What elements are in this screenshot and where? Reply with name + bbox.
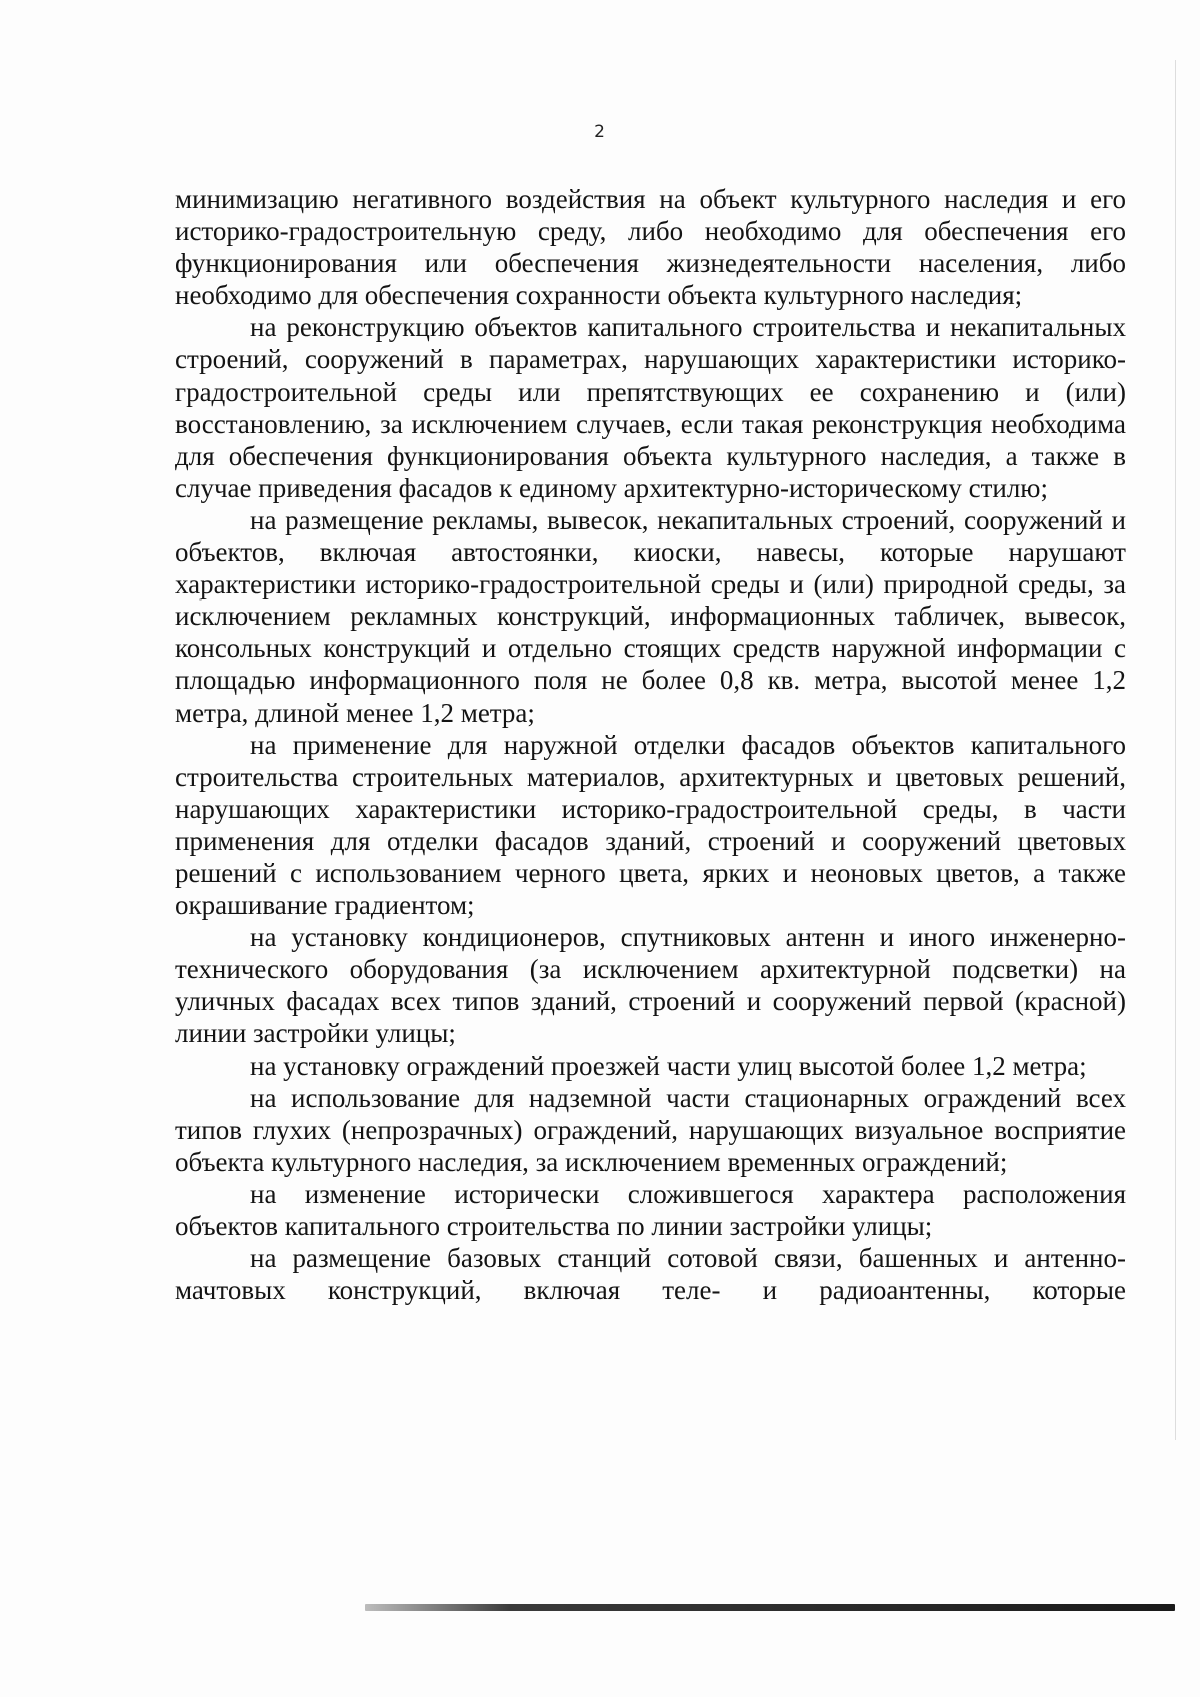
paragraph-5: на установку кондиционеров, спутниковых антенн и иного инженерно-технического оборудования (за исключением архитектурной подсветки) на уличных фасадах всех типов зданий, строений и сооружений первой (красной) линии застройки улицы; — [175, 922, 1126, 1049]
page-number: 2 — [594, 122, 606, 142]
paragraph-2: на реконструкцию объектов капитального строительства и некапитальных строений, сооружений в параметрах, нарушающих характеристики историко-градостроительной среды или препятствующих ее сохранению и (или) восстановлению, за исключением случаев, если такая реконструкция необходима для обеспечения функционирования объекта культурного наследия, а также в случае приведения фасадов к единому архитектурно-историческому стилю; — [175, 312, 1126, 503]
paragraph-3: на размещение рекламы, вывесок, некапитальных строений, сооружений и объектов, включая автостоянки, киоски, навесы, которые нарушают характеристики историко-градостроительной среды и (или) природной среды, за исключением рекламных конструкций, информационных табличек, вывесок, консольных конструкций и отдельно стоящих средств наружной информации с площадью информационного поля не более 0,8 кв. метра, высотой менее 1,2 метра, длиной менее 1,2 метра; — [175, 504, 1126, 728]
paragraph-6: на установку ограждений проезжей части улиц высотой более 1,2 метра; — [250, 1050, 1087, 1081]
paragraph-1: минимизацию негативного воздействия на объект культурного наследия и его историко-градостроительную среду, либо необходимо для обеспечения его функционирования или обеспечения жизнедеятельности населения, либо необходимо для обеспечения сохранности объекта культурного наследия; — [175, 184, 1126, 311]
scan-edge-mark — [1175, 60, 1176, 1440]
bottom-rule-line — [365, 1604, 1175, 1611]
paragraph-8: на изменение исторически сложившегося характера расположения объектов капитального строительства по линии застройки улицы; — [175, 1178, 1126, 1241]
body-text — [175, 183, 1126, 1306]
paragraph-7: на использование для надземной части стационарных ограждений всех типов глухих (непрозрачных) ограждений, нарушающих визуальное восприятие объекта культурного наследия, за исключением временных ограждений; — [175, 1082, 1126, 1177]
paragraph-9: на размещение базовых станций сотовой связи, башенных и антенно-мачтовых конструкций, включая теле- и радиоантенны, которые — [175, 1243, 1126, 1306]
paragraph-4: на применение для наружной отделки фасадов объектов капитального строительства строительных материалов, архитектурных и цветовых решений, нарушающих характеристики историко-градостроительной среды, в части применения для отделки фасадов зданий, строений и сооружений цветовых решений с использованием черного цвета, ярких и неоновых цветов, а также окрашивание градиентом; — [175, 729, 1126, 921]
